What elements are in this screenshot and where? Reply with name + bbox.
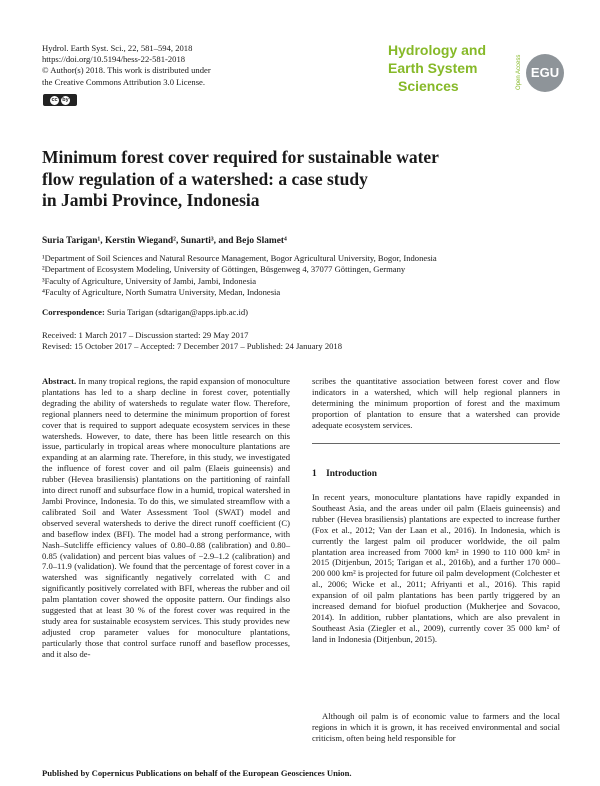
doi-link[interactable]: https://doi.org/10.5194/hess-22-581-2018 — [42, 54, 186, 65]
affiliation-4: ⁴Faculty of Agriculture, North Sumatra University, Medan, Indonesia — [42, 287, 281, 298]
by-icon: by — [62, 96, 69, 103]
affiliation-2: ²Department of Ecosystem Modeling, University of Göttingen, Büsgenweg 4, 37077 Göttingen, Germany — [42, 264, 406, 275]
journal-header — [42, 43, 211, 88]
correspondence-label: Correspondence: — [42, 307, 105, 317]
dates-line-1: Received: 1 March 2017 – Discussion started: 29 May 2017 — [42, 330, 249, 340]
creative-commons-badge[interactable] — [43, 94, 77, 106]
abstract-text: In many tropical regions, the rapid expansion of monoculture plantations has led to a sharp decline in forest cover, potentially degrading the ability of watersheds to regulate water flow. Therefore, regional planners need to determine the minimum proportion of forest cover that is required to support adequate ecosystem services in these watersheds. However, to date, there has been little research on this issue, particularly in tropical areas where monoculture plantations are expanding at an alarming rate. Therefore, in this study, we investigated the influence of forest cover and oil palm (Elaeis guineensis) and rubber (Hevea brasiliensis) plantations on the partitioning of rainfall into direct runoff and subsurface flow in a humid, tropical watershed in Jambi Province, Indonesia. To do this, we simulated streamflow with a calibrated Soil and Water Assessment Tool (SWAT) model and observed several watersheds to derive the direct runoff coefficient (C) and baseflow index (BFI). The model had a strong performance, with Nash–Sutcliffe efficiency values of 0.80–0.88 (calibration) and 0.80–0.85 (validation) and percent bias values of −2.9–1.2 (calibration) and 7.0–11.9 (validation). We found that the percentage of forest cover in a watershed was significantly negatively correlated with C and significantly positively correlated with BFI, whereas the rubber and oil palm plantation cover showed the opposite pattern. Our findings also suggested that at least 30 % of the forest cover was required in the study area for sustainable ecosystem services. This study provides new adjusted crop parameter values for monoculture plantations, particularly those that control surface runoff and baseflow processes, and it also de- — [42, 376, 290, 659]
publication-dates — [42, 330, 342, 353]
title-line-1: Minimum forest cover required for sustainable water — [42, 147, 439, 167]
open-access-label: Open Access — [516, 54, 522, 90]
cc-icon: cc — [51, 96, 58, 103]
introduction-paragraph-1: In recent years, monoculture plantations have rapidly expanded in Southeast Asia, and the areas under oil palm (Elaeis guineensis) and rubber (Hevea brasiliensis) plantations are expected to increase further (Fox et al., 2012; Van der Laan et al., 2016). In Indonesia, which is currently the largest palm oil producer worldwide, the oil palm plantation area increased from 7000 km² in 1990 to 110 000 km² in 2015 (Ditjenbun, 2015; Tarigan et al., 2016b), and a further 170 000–200 000 km² is projected for future oil palm development (Colchester et al., 2006; Wicke et al., 2011; Afriyanti et al., 2016). This rapid expansion of oil palm plantations has been partly triggered by an increased demand for biofuel production (Mukherjee and Sovacoo, 2014). In addition, rubber plantations, which are also prevalent in Southeast Asia (Ziegler et al., 2009), currently cover 35 000 km² of land in Indonesia (Ditjenbun, 2015). — [312, 492, 560, 644]
section-title: Introduction — [326, 469, 377, 479]
correspondence-email[interactable]: Suria Tarigan (sdtarigan@apps.ipb.ac.id) — [107, 307, 249, 317]
dates-line-2: Revised: 15 October 2017 – Accepted: 7 December 2017 – Published: 24 January 2018 — [42, 341, 343, 352]
journal-citation: Hydrol. Earth Syst. Sci., 22, 581–594, 2018 — [42, 43, 193, 53]
abstract-label: Abstract. — [42, 376, 77, 386]
publisher-footer: Published by Copernicus Publications on behalf of the European Geosciences Union. — [42, 768, 352, 778]
title-line-3: in Jambi Province, Indonesia — [42, 190, 260, 210]
egu-logo-icon: EGU — [526, 54, 564, 92]
section-heading — [312, 469, 377, 479]
abstract — [42, 376, 290, 660]
column-divider — [312, 443, 560, 444]
paper-title — [42, 147, 562, 212]
title-line-2: flow regulation of a watershed: a case study — [42, 168, 368, 189]
license-line: the Creative Commons Attribution 3.0 License. — [42, 76, 206, 87]
correspondence — [42, 307, 248, 317]
affiliation-3: ³Faculty of Agriculture, University of Jambi, Jambi, Indonesia — [42, 275, 257, 286]
logo-line-1: Hydrology and — [388, 42, 487, 58]
journal-logo — [388, 40, 568, 100]
author-list: Suria Tarigan¹, Kerstin Wiegand², Sunarti³, and Bejo Slamet⁴ — [42, 236, 287, 246]
logo-line-3: Sciences — [398, 78, 459, 94]
introduction-paragraph-2: Although oil palm is of economic value to farmers and the local regions in which it is grown, it has received environmental and social criticism, often being held responsible for — [312, 711, 560, 743]
logo-line-2: Earth System — [388, 60, 478, 76]
section-number: 1 — [312, 469, 317, 479]
affiliations — [42, 253, 437, 299]
abstract-continuation: scribes the quantitative association between forest cover and flow indicators in a watershed, which will help regional planners in determining the minimum proportion of forest and the maximum proportion of plantation to ensure that a watershed can provide adequate ecosystem services. — [312, 376, 560, 430]
copyright-line: © Author(s) 2018. This work is distributed under — [42, 65, 211, 76]
affiliation-1: ¹Department of Soil Sciences and Natural Resource Management, Bogor Agricultural University, Bogor, Indonesia — [42, 253, 437, 263]
